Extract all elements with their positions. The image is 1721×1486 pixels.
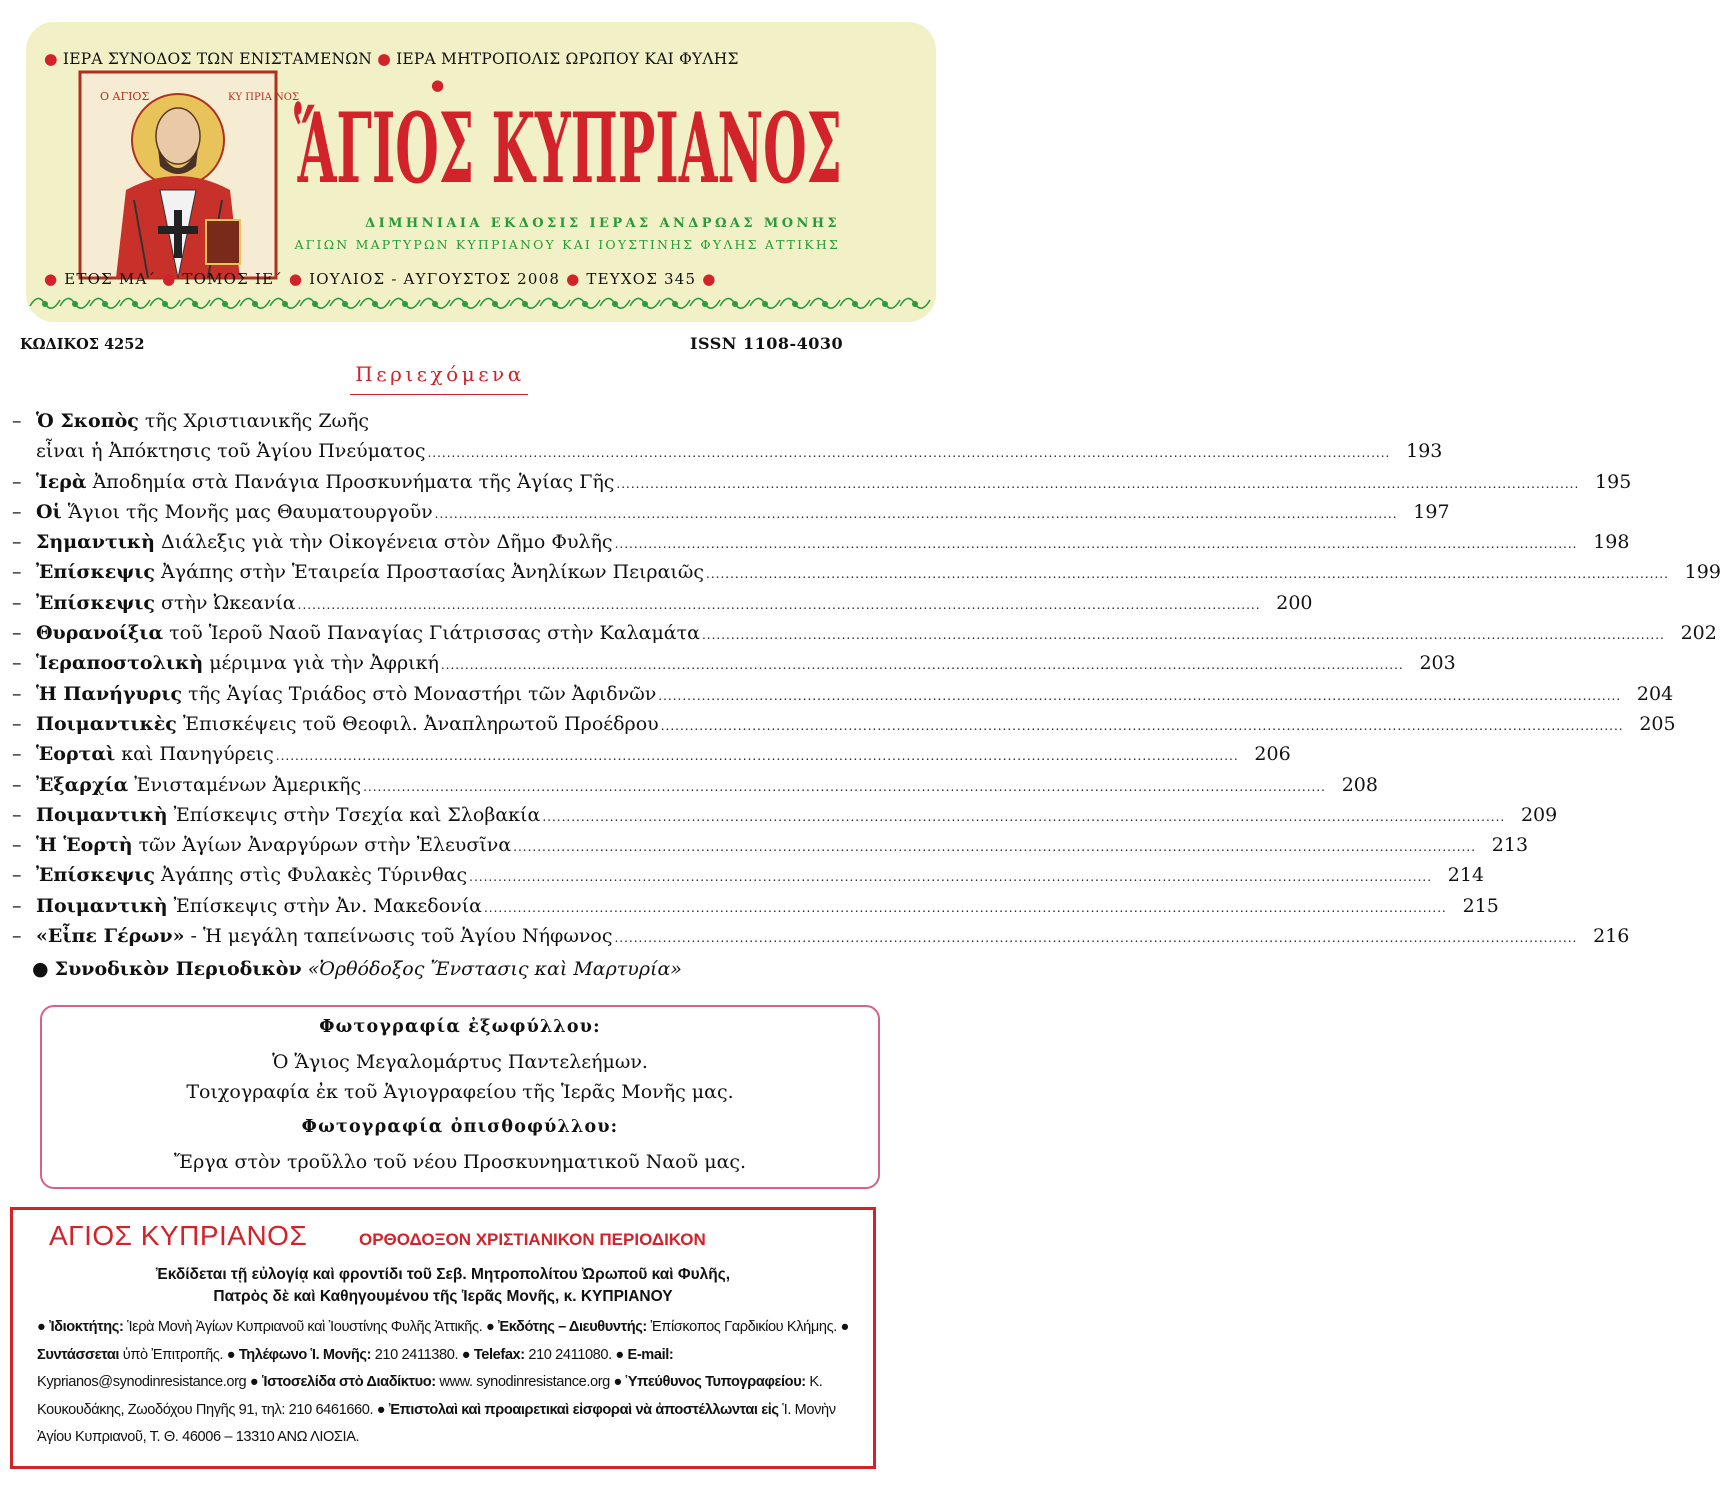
toc-title-bold: Ἑορταὶ <box>36 743 116 766</box>
toc-title <box>36 739 274 769</box>
ornament-dot <box>193 302 197 306</box>
table-of-contents <box>12 406 1721 951</box>
contents-title: Περιεχόμενα <box>355 362 525 386</box>
ornament-dot <box>283 302 287 306</box>
ornament-dot <box>463 302 467 306</box>
toc-leader-dots: ........................................................................................................................................................................................................ <box>658 688 1622 703</box>
imprint-subtitle: ΟΡΘΟΔΟΞΟΝ ΧΡΙΣΤΙΑΝΙΚΟΝ ΠΕΡΙΟΔΙΚΟΝ <box>359 1230 706 1249</box>
bullet-icon: ● <box>702 270 717 288</box>
toc-title-bold: Ποιμαντικὴ <box>36 894 168 917</box>
phone-label: Τηλέφωνο Ἱ. Μονῆς: <box>238 1346 372 1363</box>
toc-dash: – <box>12 864 22 887</box>
toc-leader-dots: ........................................................................................................................................................................................................ <box>440 658 1404 673</box>
toc-row <box>12 557 1721 587</box>
bullet-icon: ● <box>377 50 391 68</box>
ornament-dot <box>643 302 647 306</box>
toc-title-rest: Ἐπίσκεψις στὴν Τσεχία καὶ Σλοβακία <box>167 803 541 826</box>
toc-leader-dots: ........................................................................................................................................................................................................ <box>363 779 1326 794</box>
toc-title-bold: Οἱ <box>36 500 62 523</box>
compiled-value: ὑπὸ Ἐπιτροπῆς. <box>122 1346 224 1363</box>
ornament-dot <box>553 302 557 306</box>
ornament-dot <box>523 302 527 306</box>
toc-page-number: 214 <box>1447 864 1485 887</box>
ornament-dot <box>673 302 677 306</box>
editor-label: Ἐκδότης – Διευθυντής: <box>498 1319 647 1335</box>
toc-title <box>36 497 433 527</box>
toc-leader-dots: ........................................................................................................................................................................................................ <box>706 567 1669 582</box>
toc-title <box>36 679 656 709</box>
toc-leader-dots: ........................................................................................................................................................................................................ <box>469 870 1433 885</box>
toc-leader-dots: ........................................................................................................................................................................................................ <box>513 840 1477 855</box>
toc-row <box>12 679 1674 709</box>
letters-value: Ἱ. Μονὴν Ἁγίου Κυπριανοῦ, Τ. Θ. 46006 – 13310 ΑΝΩ ΛΙΟΣΙΑ. <box>37 1401 836 1445</box>
toc-row <box>12 436 1443 466</box>
toc-row <box>12 527 1630 557</box>
toc-dash: – <box>12 410 22 432</box>
back-photo-line1: Ἔργα στὸν τροῦλλο τοῦ νέου Προσκυνηματικοῦ Ναοῦ μας. <box>173 1151 747 1173</box>
toc-title-rest: Ἀποδημία στὰ Πανάγια Προσκυνήματα τῆς Ἁγίας Γῆς <box>86 470 615 493</box>
bullet-icon: ● <box>44 270 59 288</box>
bullet-icon: ● <box>288 270 304 288</box>
toc-dash: – <box>12 470 22 493</box>
toc-title <box>36 800 540 830</box>
cover-photo-line1: Ὁ Ἅγιος Μεγαλομάρτυς Παντελεήμων. <box>272 1051 648 1073</box>
ornament-dot <box>133 302 137 306</box>
toc-page-number: 198 <box>1593 531 1630 554</box>
toc-leader-dots: ........................................................................................................................................................................................................ <box>427 446 1391 461</box>
toc-page-number: 199 <box>1684 561 1721 584</box>
ornament-dot <box>733 302 737 306</box>
owner-label: Ἰδιοκτήτης: <box>49 1319 124 1335</box>
owner-value: Ἱερὰ Μονὴ Ἁγίων Κυπριανοῦ καὶ Ἰουστίνης Φυλῆς Ἀττικῆς. <box>127 1319 483 1335</box>
toc-page-number: 216 <box>1593 925 1630 948</box>
issue-number: ΤΕΥΧΟΣ 345 <box>586 270 697 288</box>
ornament-dot <box>763 302 767 306</box>
toc-title <box>36 830 511 860</box>
synodikon-line <box>32 958 682 980</box>
toc-dash: – <box>12 500 22 523</box>
ornament-dot <box>373 302 377 306</box>
toc-title <box>36 406 369 436</box>
ornament-dot <box>343 302 347 306</box>
toc-row <box>12 618 1717 648</box>
toc-row <box>12 648 1456 678</box>
toc-title-bold: Ἡ Πανήγυρις <box>36 682 183 705</box>
toc-title-bold: Ἐπίσκεψις <box>36 864 155 887</box>
synodikon-bold: Συνοδικὸν Περιοδικὸν <box>54 958 302 980</box>
toc-title <box>36 588 296 618</box>
fax-label: Telefax: <box>473 1346 525 1363</box>
toc-title-bold: «Εἶπε Γέρων» <box>36 925 185 948</box>
issue-line <box>44 270 904 288</box>
toc-row <box>12 588 1313 618</box>
toc-page-number: 213 <box>1491 834 1529 857</box>
ornament-dot <box>883 302 887 306</box>
toc-page-number: 215 <box>1462 894 1499 917</box>
back-photo-heading: Φωτογραφία ὀπισθοφύλλου: <box>301 1117 619 1137</box>
bullet-icon: ● <box>431 76 445 94</box>
toc-page-number: 197 <box>1413 500 1450 523</box>
letters-label: Ἐπιστολαὶ καὶ προαιρετικαὶ εἰσφοραὶ νὰ ἀποστέλλωνται εἰς <box>388 1401 779 1418</box>
ornament-border <box>30 294 930 312</box>
publisher-line2: Πατρὸς δὲ καὶ Καθηγουμένου τῆς Ἱερᾶς Μονῆς, κ. ΚΥΠΡΙΑΝΟΥ <box>213 1288 673 1305</box>
ornament-dot <box>793 302 797 306</box>
toc-title-rest: τῶν Ἁγίων Ἀναργύρων στὴν Ἐλευσῖνα <box>132 834 512 857</box>
subtitle-line1: ΔΙΜΗΝΙΑΙΑ ΕΚΔΟΣΙΣ ΙΕΡΑΣ ΑΝΔΡΩΑΣ ΜΟΝΗΣ <box>365 216 840 231</box>
bullet-icon: ● <box>32 958 49 980</box>
editor-value: Ἐπίσκοπος Γαρδικίου Κλήμης. <box>650 1319 837 1335</box>
masthead-title-text: ἍΓΙΟΣ ΚΥΠΡΙΑΝΟΣ <box>294 92 842 205</box>
phone-value: 210 2411380. <box>374 1346 459 1363</box>
toc-title-rest: Ἀγάπης στὶς Φυλακὲς Τύρινθας <box>154 864 468 887</box>
ornament-dot <box>823 302 827 306</box>
ornament-dot <box>853 302 857 306</box>
toc-title <box>36 891 482 921</box>
synodikon-italic: «Ὀρθόδοξος Ἔνστασις καὶ Μαρτυρία» <box>307 958 682 980</box>
toc-title <box>36 467 614 497</box>
toc-page-number: 193 <box>1406 440 1443 463</box>
toc-page-number: 204 <box>1636 682 1674 705</box>
toc-title-rest: εἶναι ἡ Ἀπόκτησις τοῦ Ἁγίου Πνεύματος <box>36 440 426 463</box>
icon-label-right: ΚΥ ΠΡΙΑ ΝΟΣ <box>228 92 300 103</box>
toc-title-rest: τῆς Ἁγίας Τριάδος στὸ Μοναστήρι τῶν Ἀφιδνῶν <box>182 682 657 705</box>
toc-dash: – <box>12 591 22 614</box>
toc-title <box>36 557 704 587</box>
toc-title-bold: Ἐξαρχία <box>36 773 129 796</box>
toc-leader-dots: ........................................................................................................................................................................................................ <box>483 900 1447 915</box>
imprint-details: ● Ἰδιοκτήτης: Ἱερὰ Μονὴ Ἁγίων Κυπριανοῦ καὶ Ἰουστίνης Φυλῆς Ἀττικῆς. ● Ἐκδότης – Διευθυντής: Ἐπίσκοπος Γαρδικίου Κλήμης. ● Συντάσσεται ὑπὸ Ἐπιτροπῆς. ● Τηλέφωνο Ἱ. Μονῆς: 210 2411380. ● Telefax: 210 2411080. ● E-mail: Kyprianos@synodinresistance.org ● Ἱστοσελίδα στὸ Διαδίκτυο: www. synodinresistance.org ● Ὑπεύθυνος Τυπογραφείου: Κ. Κουκουδάκης, Ζωοδόχου Πηγῆς 91, τηλ: 210 6461660. ● Ἐπιστολαὶ καὶ προαιρετικαὶ εἰσφοραὶ νὰ ἀποστέλλωνται εἰς Ἱ. Μονὴν Ἁγίου Κυπριανοῦ, Τ. Θ. 46006 – 13310 ΑΝΩ ΛΙΟΣΙΑ. <box>37 1319 849 1445</box>
toc-row <box>12 830 1529 860</box>
publisher-line1: Ἐκδίδεται τῇ εὐλογίᾳ καὶ φροντίδι τοῦ Σεβ. Μητροπολίτου Ὠρωποῦ καὶ Φυλῆς, <box>155 1266 731 1283</box>
toc-title-bold: Ἡ Ἑορτὴ <box>36 834 133 857</box>
photo-credits-box <box>40 1005 880 1189</box>
toc-dash: – <box>12 803 22 826</box>
journal-code: ΚΩΔΙΚΟΣ 4252 <box>20 336 145 353</box>
toc-title-rest: Ἐνισταμένων Ἀμερικῆς <box>128 773 362 796</box>
toc-dash: – <box>12 925 22 948</box>
toc-dash: – <box>12 743 22 766</box>
cover-photo-line2: Τοιχογραφία ἐκ τοῦ Ἁγιογραφείου τῆς Ἱερᾶς Μονῆς μας. <box>186 1081 734 1103</box>
ornament-dot <box>433 302 437 306</box>
toc-page-number: 195 <box>1595 470 1632 493</box>
toc-title-bold: Σημαντικὴ <box>36 531 155 554</box>
toc-leader-dots: ........................................................................................................................................................................................................ <box>614 931 1578 946</box>
ornament-dot <box>253 302 257 306</box>
toc-title-bold: Ὁ Σκοπὸς <box>36 410 139 432</box>
ornament-dot <box>583 302 587 306</box>
toc-dash: – <box>12 622 22 645</box>
metropolis-name: ΙΕΡΑ ΜΗΤΡΟΠΟΛΙΣ ΩΡΩΠΟΥ ΚΑΙ ΦΥΛΗΣ <box>396 50 739 68</box>
email-value: Kyprianos@synodinresistance.org <box>37 1374 247 1390</box>
toc-title <box>36 648 439 678</box>
toc-dash: – <box>12 531 22 554</box>
ornament-dot <box>223 302 227 306</box>
printer-label: Ὑπεύθυνος Τυπογραφείου: <box>625 1374 806 1390</box>
issue-year: ΕΤΟΣ ΜΑ΄ <box>64 270 157 288</box>
toc-title-rest: Ἐπίσκεψις στὴν Ἀν. Μακεδονία <box>167 894 482 917</box>
ornament-dot <box>493 302 497 306</box>
toc-row <box>12 406 872 436</box>
toc-leader-dots: ........................................................................................................................................................................................................ <box>542 809 1506 824</box>
toc-title <box>36 709 659 739</box>
email-label: E-mail: <box>627 1346 674 1363</box>
cover-photo-heading: Φωτογραφία ἐξωφύλλου: <box>319 1017 601 1037</box>
toc-page-number: 209 <box>1520 803 1558 826</box>
toc-dash: – <box>12 561 22 584</box>
toc-dash: – <box>12 894 22 917</box>
toc-page-number: 200 <box>1276 591 1313 614</box>
toc-dash: – <box>12 773 22 796</box>
toc-leader-dots: ........................................................................................................................................................................................................ <box>275 749 1239 764</box>
toc-page-number: 208 <box>1341 773 1378 796</box>
toc-title-rest: τῆς Χριστιανικῆς Ζωῆς <box>138 410 370 432</box>
toc-page-number: 203 <box>1419 652 1456 675</box>
toc-title-rest: Ἅγιοι τῆς Μονῆς μας Θαυματουργοῦν <box>61 500 433 523</box>
printer-value: Κ. Κουκουδάκης, Ζωοδόχου Πηγῆς 91, τηλ: 210 6461660. <box>37 1374 823 1418</box>
toc-title <box>36 860 467 890</box>
ornament-dot <box>313 302 317 306</box>
ornament-dot <box>703 302 707 306</box>
toc-row <box>12 891 1499 921</box>
toc-row <box>12 800 1558 830</box>
toc-title-rest: - Ἡ μεγάλη ταπείνωσις τοῦ Ἁγίου Νήφωνος <box>184 925 613 948</box>
toc-row <box>12 497 1450 527</box>
toc-row <box>12 709 1676 739</box>
ornament-dot <box>613 302 617 306</box>
subtitle-line2: ΑΓΙΩΝ ΜΑΡΤΥΡΩΝ ΚΥΠΡΙΑΝΟΥ ΚΑΙ ΙΟΥΣΤΙΝΗΣ ΦΥΛΗΣ ΑΤΤΙΚΗΣ <box>294 237 840 252</box>
toc-title-rest: στὴν Ὠκεανία <box>154 591 296 614</box>
toc-row <box>12 921 1630 951</box>
ornament-dot <box>43 302 47 306</box>
toc-title-bold: Ἐπίσκεψις <box>36 561 155 584</box>
toc-title <box>36 921 612 951</box>
toc-title-bold: Ἱερὰ <box>36 470 87 493</box>
imprint-box <box>10 1207 876 1469</box>
synod-name: ΙΕΡΑ ΣΥΝΟΔΟΣ ΤΩΝ ΕΝΙΣΤΑΜΕΝΩΝ <box>62 50 373 68</box>
toc-page-number: 205 <box>1639 712 1676 735</box>
ornament-dot <box>403 302 407 306</box>
compiled-label: Συντάσσεται <box>37 1346 120 1363</box>
toc-row <box>12 770 1378 800</box>
toc-title-rest: τοῦ Ἱεροῦ Ναοῦ Παναγίας Γιάτρισσας στὴν Καλαμάτα <box>163 622 700 645</box>
contents-underline <box>350 394 528 395</box>
toc-title-bold: Ἐπίσκεψις <box>36 591 155 614</box>
toc-dash: – <box>12 712 22 735</box>
top-line <box>44 50 904 68</box>
ornament-dot <box>163 302 167 306</box>
bullet-icon: ● <box>566 270 581 288</box>
issue-months: ΙΟΥΛΙΟΣ - ΑΥΓΟΥΣΤΟΣ 2008 <box>309 270 561 288</box>
toc-leader-dots: ........................................................................................................................................................................................................ <box>701 628 1665 643</box>
toc-leader-dots: ........................................................................................................................................................................................................ <box>614 537 1578 552</box>
toc-title-bold: Ποιμαντικὲς <box>36 712 177 735</box>
toc-row <box>12 860 1485 890</box>
issn: ISSN 1108-4030 <box>690 334 844 353</box>
icon-label-left: Ο ΑΓΙΟΣ <box>100 90 150 103</box>
toc-title <box>36 618 700 648</box>
toc-title-rest: Ἀγάπης στὴν Ἑταιρεία Προστασίας Ἀνηλίκων Πειραιῶς <box>154 561 705 584</box>
toc-title-rest: μέριμνα γιὰ τὴν Ἀφρική <box>203 652 439 675</box>
bullet-icon: ● <box>44 50 58 68</box>
toc-row <box>12 739 1291 769</box>
toc-page-number: 202 <box>1680 622 1717 645</box>
toc-dash: – <box>12 834 22 857</box>
toc-title <box>36 436 425 466</box>
toc-title-rest: καὶ Πανηγύρεις <box>115 743 274 766</box>
ornament-dot <box>913 302 917 306</box>
fax-value: 210 2411080. <box>528 1346 612 1363</box>
toc-leader-dots: ........................................................................................................................................................................................................ <box>660 718 1624 733</box>
ornament-dot <box>103 302 107 306</box>
toc-title <box>36 770 361 800</box>
toc-row <box>12 467 1632 497</box>
issue-volume: ΤΟΜΟΣ ΙΕ΄ <box>182 270 283 288</box>
toc-page-number: 206 <box>1254 743 1291 766</box>
bullet-icon: ● <box>162 270 177 288</box>
imprint-title: ΑΓΙΟΣ ΚΥΠΡΙΑΝΟΣ <box>49 1220 308 1251</box>
toc-leader-dots: ........................................................................................................................................................................................................ <box>297 597 1261 612</box>
web-value: www. synodinresistance.org <box>439 1374 610 1390</box>
toc-title-bold: Θυρανοίξια <box>36 622 164 645</box>
toc-title-bold: Ποιμαντικὴ <box>36 803 168 826</box>
masthead-title <box>288 82 848 205</box>
toc-leader-dots: ........................................................................................................................................................................................................ <box>616 476 1580 491</box>
toc-title <box>36 527 613 557</box>
toc-dash: – <box>12 652 22 675</box>
ornament-dot <box>73 302 77 306</box>
toc-title-rest: Διάλεξις γιὰ τὴν Οἰκογένεια στὸν Δῆμο Φυλῆς <box>155 531 613 554</box>
toc-title-bold: Ἱεραποστολικὴ <box>36 652 204 675</box>
toc-title-rest: Ἐπισκέψεις τοῦ Θεοφιλ. Ἀναπληρωτοῦ Προέδρου <box>176 712 659 735</box>
toc-leader-dots: ........................................................................................................................................................................................................ <box>434 506 1398 521</box>
web-label: Ἱστοσελίδα στὸ Διαδίκτυο: <box>262 1374 436 1390</box>
toc-dash: – <box>12 682 22 705</box>
